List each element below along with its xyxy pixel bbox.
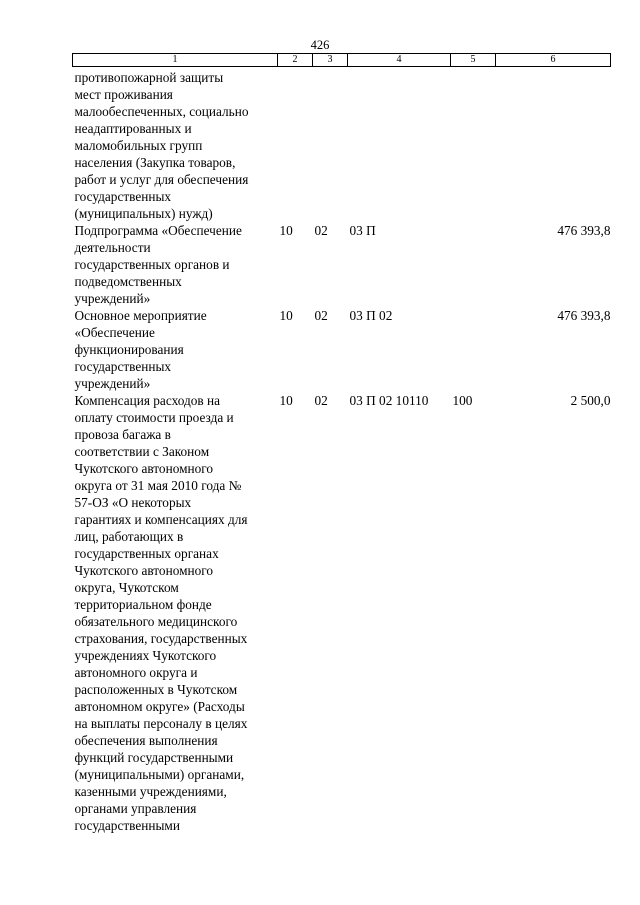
row-target-article: 03 П 02 10110: [349, 393, 429, 408]
row-section: 10: [279, 308, 293, 323]
row-amount: 476 393,8: [557, 223, 611, 238]
row-expense-type: [451, 307, 496, 392]
row-name: Основное мероприятие «Обеспечение функционирования государственных учреждений»: [74, 308, 207, 391]
column-header-5: 5: [451, 54, 496, 67]
table-row: [73, 222, 611, 307]
row-amount: 476 393,8: [557, 308, 611, 323]
row-target-article: 03 П 02: [349, 308, 393, 323]
page-number: 426: [310, 38, 330, 52]
row-name: Компенсация расходов на оплату стоимости проезда и провоза багажа в соответствии с Законом Чукотского автономного округа от 31 мая 2010 года № 57-ОЗ «О некоторых гарантиях и компенсациях для лиц, работающих в государственных органах Чукотского автономного округа, Чукотском территориальном фонде обязательного медицинского страхования, государственных учреждениях Чукотского автономного округа и расположенных в Чукотском автономном округе» (Расходы на выплаты персоналу в целях обеспечения выполнения функций государственными (муниципальными) органами, казенными учреждениями, органами управления государственными: [74, 393, 248, 833]
column-header-2: 2: [278, 54, 313, 67]
table-row: [73, 392, 611, 834]
row-target-article: [348, 67, 451, 223]
column-header-1: 1: [73, 54, 278, 67]
row-section: 10: [279, 223, 293, 238]
row-amount: [496, 67, 611, 223]
row-subsection: 02: [314, 223, 328, 238]
row-name: Подпрограмма «Обеспечение деятельности государственных органов и подведомственных учреждений»: [74, 223, 242, 306]
row-name: противопожарной защиты мест проживания малообеспеченных, социально неадаптированных и маломобильных групп населения (Закупка товаров, работ и услуг для обеспечения государственных (муниципальных) нужд): [74, 70, 249, 221]
column-number-header: [73, 54, 611, 67]
row-expense-type: [451, 222, 496, 307]
row-expense-type: 100: [452, 393, 473, 408]
column-header-4: 4: [348, 54, 451, 67]
row-expense-type: [451, 67, 496, 223]
row-section: 10: [279, 393, 293, 408]
column-header-6: 6: [496, 54, 611, 67]
row-subsection: 02: [314, 393, 328, 408]
row-amount: 2 500,0: [570, 393, 611, 408]
row-subsection: 02: [314, 308, 328, 323]
row-target-article: 03 П: [349, 223, 376, 238]
row-section: [278, 67, 313, 223]
table-row: [73, 67, 611, 223]
table-row: [73, 307, 611, 392]
row-subsection: [313, 67, 348, 223]
budget-table: [72, 53, 611, 834]
column-header-3: 3: [313, 54, 348, 67]
